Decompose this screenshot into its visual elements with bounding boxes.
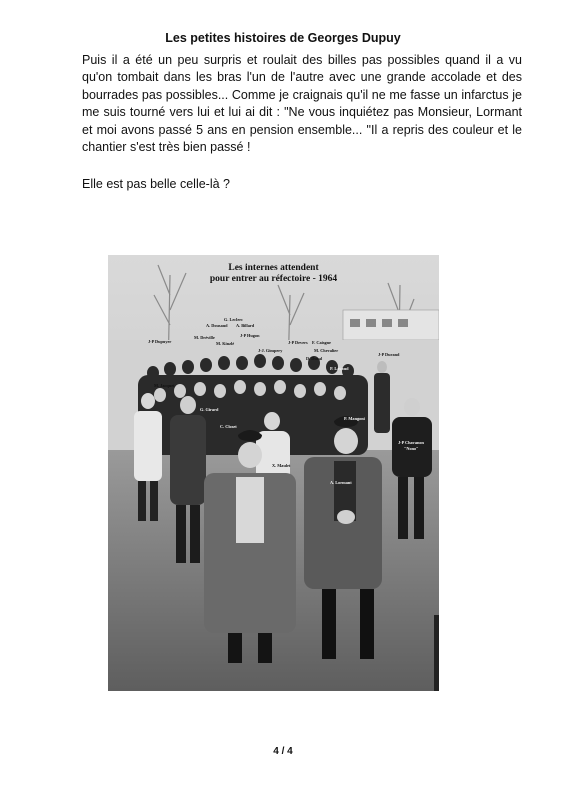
label-caisgne: F. Caisgne — [312, 340, 331, 345]
photo-caption — [108, 263, 439, 285]
page-number: 4 / 4 — [273, 746, 293, 757]
photo-caption-line-1: Les internes attendent — [228, 263, 319, 273]
label-devers: J-P Devers — [288, 340, 308, 345]
label-durand: J-P Durand — [378, 352, 400, 357]
body-paragraph — [82, 52, 522, 156]
label-dupuyer: J-P Dupuyer — [148, 339, 172, 344]
label-mangoni: P. Mangoni — [344, 416, 365, 421]
story-paragraph: Puis il a été un peu surpris et roulait des billes pas possibles quand il a vu qu'on tombait dans les bras l'un de l'autre avec une grande accolade et des bourrades pas possibles... Comme je craignais qu'il ne me fasse un infarctus je me suis tourné vers lui et lui ai dit : "Ne vous inquiétez pas Monsieur, Lormant et moi avons passé 5 ans en pension ensemble... "Il a repris des couleur et le chantier s'est très bien passé ! — [82, 53, 522, 155]
label-dreville: M. Dréville — [194, 335, 215, 340]
label-girard: G. Girard — [200, 407, 219, 412]
label-billard: A. Billard — [236, 323, 255, 328]
label-chavanon: J-P Chavanon — [398, 440, 424, 445]
label-nono: "Nono" — [404, 446, 419, 451]
page-title: Les petites histoires de Georges Dupuy — [165, 31, 401, 45]
label-leclerc: G. Leclerc — [224, 317, 244, 322]
label-closet: C. Closet — [220, 424, 237, 429]
label-jacquet: M. Jacquet — [154, 383, 175, 388]
label-lavaud: P. Lavaud — [330, 366, 349, 371]
label-maulet: X. Maulet — [272, 463, 291, 468]
label-gimpery: J-J. Gimpery — [258, 348, 283, 353]
label-chevalier: M. Chevalier — [314, 348, 339, 353]
photo-illustration — [108, 255, 439, 691]
group-photo — [108, 255, 439, 691]
label-lormant: A. Lormant — [330, 480, 352, 485]
label-dousaud: A. Dousaud — [206, 323, 228, 328]
label-duval: D. Duval — [306, 356, 323, 361]
photo-caption-line-2: pour entrer au réfectoire - 1964 — [209, 274, 338, 284]
label-hugon: J-P Hugon — [240, 333, 260, 338]
label-kinzle: M. Kinzlé — [216, 341, 235, 346]
closing-question: Elle est pas belle celle-là ? — [82, 177, 230, 191]
